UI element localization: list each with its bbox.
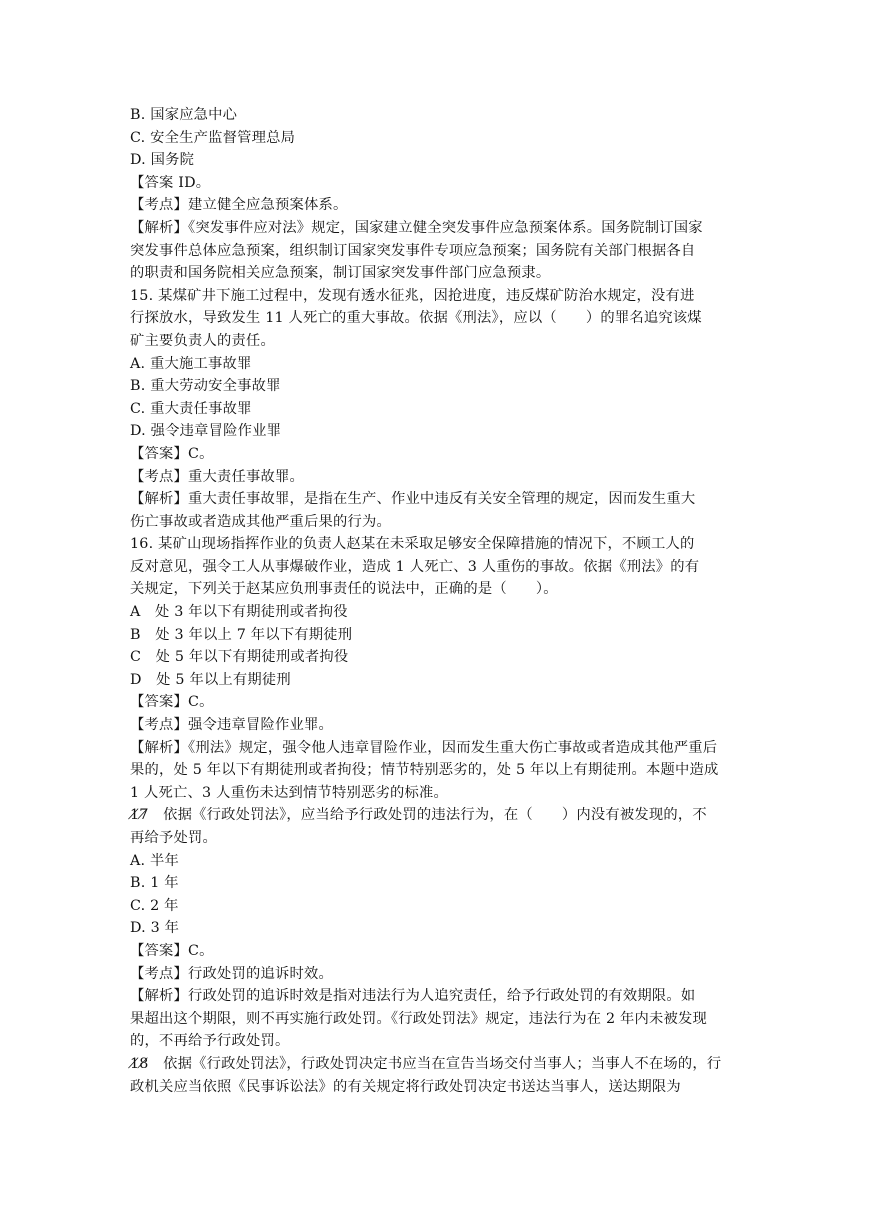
text-line: 16. 某矿山现场指挥作业的负责人赵某在未采取足够安全保障措施的情况下，不顾工人的 xyxy=(130,536,695,553)
text-line: 果的，处 5 年以下有期徒刑或者拘役；情节特别恶劣的，处 5 年以上有期徒刑。本题中造成 xyxy=(130,762,719,779)
text-line: D 处 5 年以上有期徒刑 xyxy=(130,671,291,688)
text-line: A. 半年 xyxy=(130,852,180,869)
text-line: 【答案】C。 xyxy=(130,942,214,959)
text-line: 果超出这个期限，则不再实施行政处罚。《行政处罚法》规定，违法行为在 2 年内未被发现 xyxy=(130,1010,708,1027)
text-line: C. 2 年 xyxy=(130,897,179,914)
text-line: 突发事件总体应急预案，组织制订国家突发事件专项应急预案；国务院有关部门根据各自 xyxy=(130,242,696,259)
text-line: A 处 3 年以下有期徒刑或者拘役 xyxy=(130,604,348,621)
text-line: 的职责和国务院相关应急预案，制订国家突发事件部门应急预隶。 xyxy=(130,265,551,282)
text-line: C. 安全生产监督管理总局 xyxy=(130,129,296,146)
text-line: C. 重大责任事故罪 xyxy=(130,400,252,417)
text-line: 【答案】C。 xyxy=(130,694,214,711)
text-line: 政机关应当依照《民事诉讼法》的有关规定将行政处罚决定书送达当事人，送达期限为 xyxy=(130,1078,681,1095)
text-line: 1 人死亡、3 人重伤未达到情节特别恶劣的标准。 xyxy=(130,784,449,801)
text-line: D. 强令违章冒险作业罪 xyxy=(130,423,282,440)
text-line: 【解析】《突发事件应对法》规定，国家建立健全突发事件应急预案体系。国务院制订国家 xyxy=(130,219,703,236)
text-line: 15. 某煤矿井下施工过程中，发现有透水征兆，因抢进度，违反煤矿防治水规定，没有进 xyxy=(130,287,695,304)
text-line: 【解析】行政处罚的追诉时效是指对违法行为人追究责任，给予行政处罚的有效期限。如 xyxy=(130,988,696,1005)
text-line: 矿主要负责人的责任。 xyxy=(130,332,275,349)
text-line: A. 重大施工事故罪 xyxy=(130,355,252,372)
text-line: 【考点】重大责任事故罪。 xyxy=(130,468,304,485)
text-line: 【考点】强令违章冒险作业罪。 xyxy=(130,717,333,734)
text-line: 关规定，下列关于赵某应负刑事责任的说法中，正确的是（ ）。 xyxy=(130,581,558,598)
text-line: 【答案 ID。 xyxy=(130,174,211,191)
text-line: 【解析】《刑法》规定，强令他人违章冒险作业，因而发生重大伤亡事故或者造成其他严重后 xyxy=(130,739,718,756)
text-line: 【答案】C。 xyxy=(130,445,214,462)
text-line: 1̸8̸ 依据《行政处罚法》，行政处罚决定书应当在宣告当场交付当事人；当事人不在场的，行 xyxy=(130,1055,722,1072)
text-line: D. 3 年 xyxy=(130,920,180,937)
text-line: 反对意见，强令工人从事爆破作业，造成 1 人死亡、3 人重伤的事故。依据《刑法》的有 xyxy=(130,558,700,575)
text-line: B. 重大劳动安全事故罪 xyxy=(130,378,281,395)
text-line: B. 1 年 xyxy=(130,875,179,892)
text-line: 伤亡事故或者造成其他严重后果的行为。 xyxy=(130,513,391,530)
text-line: 再给予处罚。 xyxy=(130,830,217,846)
text-line: 1̸7̸ 依据《行政处罚法》，应当给予行政处罚的违法行为，在（ ）内没有被发现的，不 xyxy=(130,807,707,824)
text-line: D. 国务院 xyxy=(130,152,195,169)
text-line: 【解析】重大责任事故罪，是指在生产、作业中违反有关安全管理的规定，因而发生重大 xyxy=(130,491,696,508)
document-body xyxy=(130,104,740,1098)
text-line: B 处 3 年以上 7 年以下有期徒刑 xyxy=(130,626,353,643)
text-line: 行探放水，导致发生 11 人死亡的重大事故。依据《刑法》，应以（ ）的罪名追究该煤 xyxy=(130,310,702,327)
text-line: C 处 5 年以下有期徒刑或者拘役 xyxy=(130,649,349,666)
text-line: 【考点】建立健全应急预案体系。 xyxy=(130,197,348,214)
text-line: 的，不再给予行政处罚。 xyxy=(130,1033,290,1050)
text-line: B. 国家应急中心 xyxy=(130,107,238,123)
text-line: 【考点】行政处罚的追诉时效。 xyxy=(130,965,333,982)
